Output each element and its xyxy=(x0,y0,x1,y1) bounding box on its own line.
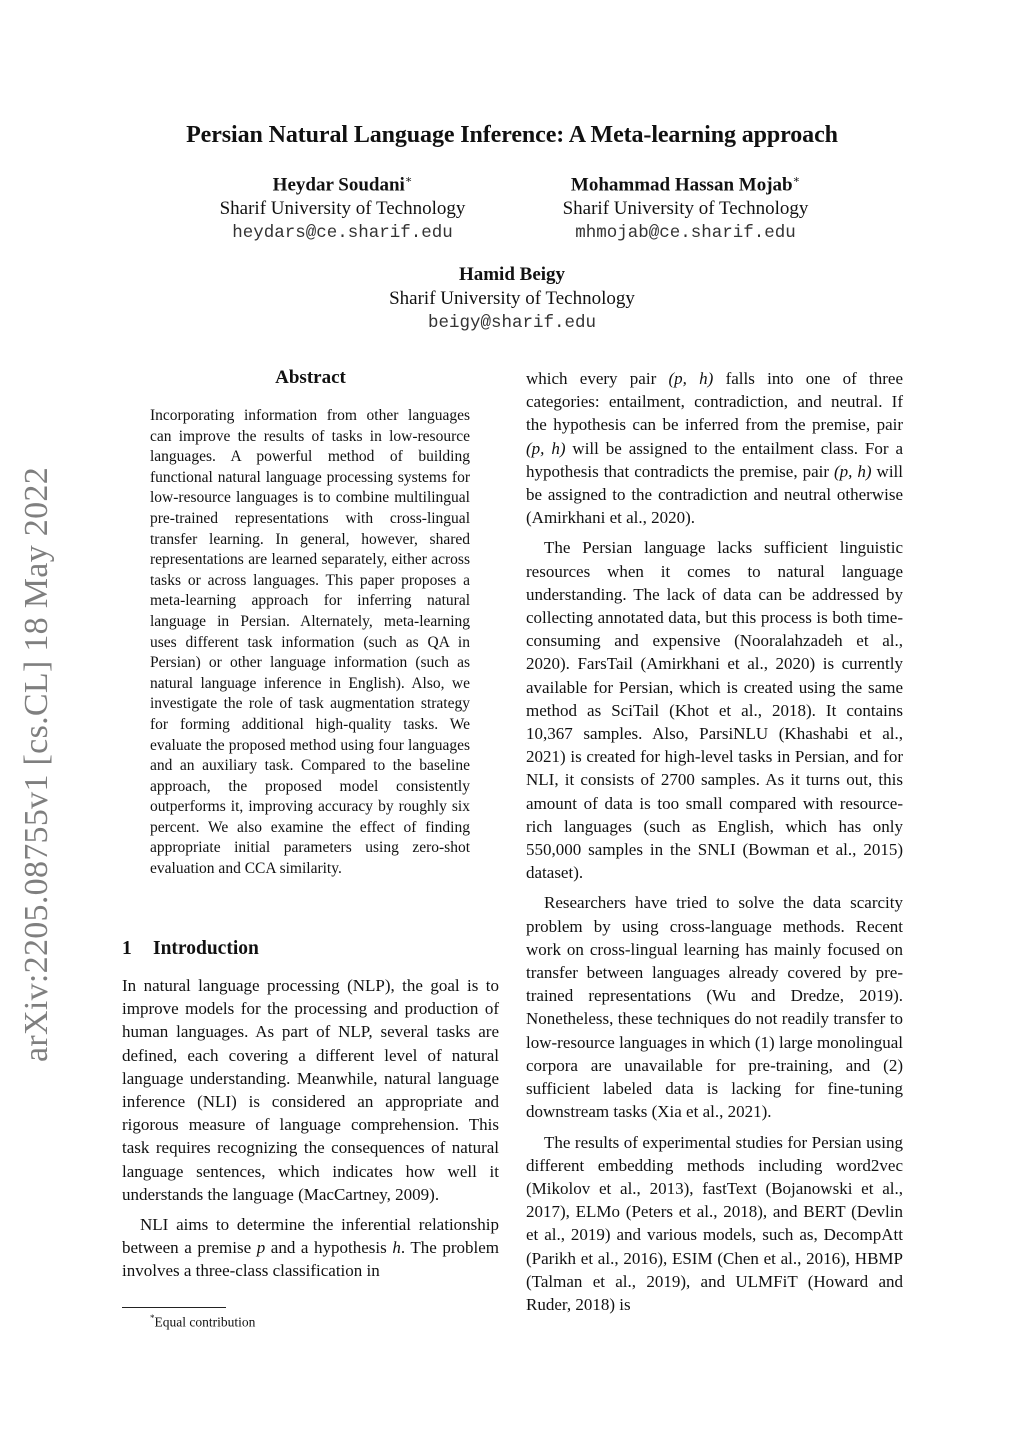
right-paragraph-2: The Persian language lacks sufficient linguistic resources when it comes to natural language understanding. The lack of data can be addressed by collecting annotated data, but this process is both time-consuming and expensive (Nooralahzadeh et al., 2020). FarsTail (Amirkhani et al., 2020) is currently available for Persian, which is created using the same method as SciTail (Khot et al., 2018). It contains 10,367 samples. Also, ParsiNLU (Khashabi et al., 2021) is created for high-level tasks in Persian, and for NLI, it consists of 2700 samples. As it turns out, this amount of data is too small compared with resource-rich languages (such as English, which has only 550,000 samples in the SNLI (Bowman et al., 2015) dataset). xyxy=(526,538,903,883)
author-block-1 xyxy=(200,168,485,245)
author-name: Hamid Beigy xyxy=(458,264,566,285)
author-affiliation: Sharif University of Technology xyxy=(562,198,809,220)
left-column-body xyxy=(122,974,499,1283)
author-affiliation: Sharif University of Technology xyxy=(389,288,635,309)
arxiv-identifier[interactable]: arXiv:2205.08755v1 [cs.CL] 18 May 2022 xyxy=(18,467,55,1062)
section-number: 1 xyxy=(122,938,132,959)
text-run: will be assigned to the entailment class. For a hypothesis that contradicts the premise, pair xyxy=(526,438,903,481)
footnote-mark: * xyxy=(150,1313,155,1323)
section-title: Introduction xyxy=(153,938,259,959)
paper-title: Persian Natural Language Inference: A Meta-learning approach xyxy=(186,122,838,148)
math-premise: p xyxy=(256,1238,266,1258)
author-name: Heydar Soudani xyxy=(272,174,405,196)
equal-contribution-mark: ∗ xyxy=(404,174,413,186)
right-paragraph-4: The results of experimental studies for Persian using different embedding methods including word2vec (Mikolov et al., 2013), fastText (Bojanowski et al., 2017), ELMo (Peters et al., 2018), and BERT (Devlin et al., 2019) and various models, such as, DecompAtt (Parikh et al., 2016), ESIM (Chen et al., 2016), HBMP (Talman et al., 2019), and ULMFiT (Howard and Ruder, 2018) is xyxy=(526,1132,903,1314)
math-pair: (p, h) xyxy=(668,369,714,388)
math-pair: (p, h) xyxy=(834,461,872,481)
author-block-2 xyxy=(538,168,833,245)
author-email[interactable]: beigy@sharif.edu xyxy=(427,313,597,333)
text-run: . The problem involves a three-class classification in xyxy=(122,1238,499,1281)
footnote-rule xyxy=(122,1307,226,1308)
text-run: which every pair xyxy=(526,369,669,388)
intro-paragraph-1: In natural language processing (NLP), the goal is to improve models for the processing and production of human languages. As part of NLP, several tasks are defined, each covering a different level of natural language understanding. Meanwhile, natural language inference (NLI) is considered an appropriate and rigorous measure of language comprehension. This task requires recognizing the consequences of natural language sentences, which indicates how well it understands the language (MacCartney, 2009). xyxy=(122,976,499,1204)
right-column-body xyxy=(526,367,903,1316)
footnote xyxy=(150,1313,255,1331)
section-heading xyxy=(122,938,259,960)
intro-paragraph-2 xyxy=(122,1213,499,1283)
text-run: and a hypothesis xyxy=(265,1238,393,1258)
text-run: will be assigned to the contradiction and neutral otherwise (Amirkhani et al., 2020). xyxy=(526,461,903,528)
right-paragraph-1 xyxy=(526,367,903,529)
footnote-text: Equal contribution xyxy=(154,1314,256,1330)
author-name: Mohammad Hassan Mojab xyxy=(570,174,793,196)
right-paragraph-3: Researchers have tried to solve the data scarcity problem by using cross-language methods. Recent work on cross-lingual learning has mainly focused on transfer between languages already covered by pre-trained representations (Wu and Dredze, 2019). Nonetheless, these techniques do not readily transfer to low-resource languages in which (1) large monolingual corpora are unavailable for pre-training, and (2) sufficient labeled data is lacking for fine-tuning downstream tasks (Xia et al., 2021). xyxy=(526,893,903,1122)
author-block-3 xyxy=(350,263,674,335)
text-run: falls into one of three categories: entailment, contradiction, and neutral. If the hypothesis can be inferred from the premise, pair xyxy=(526,369,903,435)
text-run: NLI aims to determine the inferential relationship between a premise xyxy=(122,1215,499,1258)
equal-contribution-mark: ∗ xyxy=(792,174,801,186)
author-email[interactable]: heydars@ce.sharif.edu xyxy=(232,223,453,244)
author-affiliation: Sharif University of Technology xyxy=(219,198,466,220)
math-pair: (p, h) xyxy=(526,438,566,458)
math-hypothesis: h xyxy=(392,1238,401,1258)
author-email[interactable]: mhmojab@ce.sharif.edu xyxy=(575,223,796,244)
abstract-heading: Abstract xyxy=(275,367,346,388)
abstract-text: Incorporating information from other languages can improve the results of tasks in low-resource languages. A powerful method of building functional natural language processing systems for low-resource languages is to combine multilingual pre-trained representations with cross-lingual transfer learning. In general, however, shared representations are learned separately, either across tasks or across languages. This paper proposes a meta-learning approach for inferring natural language in Persian. Alternately, meta-learning uses different task information (such as QA in Persian) or other language information (such as natural language inference in English). Also, we investigate the role of task augmentation strategy for forming additional high-quality tasks. We evaluate the proposed method using four languages and an auxiliary task. Compared to the baseline approach, the proposed model consistently outperforms it, improving accuracy by roughly six percent. We also examine the effect of finding appropriate initial parameters using zero-shot evaluation and CCA similarity. xyxy=(150,407,470,878)
